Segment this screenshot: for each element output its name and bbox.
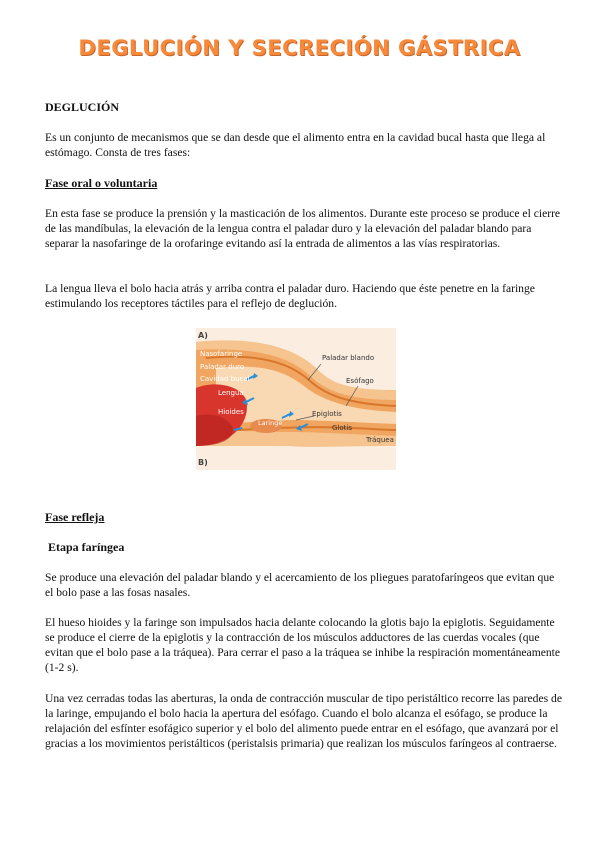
heading-fase-oral: Fase oral o voluntaria: [45, 176, 158, 190]
label-laringe: Laringe: [258, 419, 283, 427]
label-traquea: Tráquea: [366, 436, 394, 444]
label-epiglotis: Epiglotis: [312, 410, 342, 418]
fase-refleja-paragraph-1: Se produce una elevación del paladar blando y el acercamiento de los pliegues paratofaríngeos que evitan que el bolo pase a las fosas nasales.: [45, 571, 555, 599]
label-nasofaringe: Nasofaringe: [200, 350, 243, 358]
panel-b-label: B): [198, 458, 208, 467]
label-lengua: Lengua: [218, 389, 244, 397]
intro-paragraph: Es un conjunto de mecanismos que se dan desde que el alimento entra en la cavidad bucal hasta que llega al estómago. Consta de tres fases:: [45, 131, 546, 159]
section-heading-deglucion: DEGLUCIÓN: [45, 100, 120, 114]
fase-refleja-paragraph-3: Una vez cerradas todas las aberturas, la onda de contracción muscular de tipo peristáltico recorre las paredes de la laringe, empujando el bolo hacia la apertura del esófago. Cuando el bolo alcanza el esófago, se produce la relajación del esfínter esofágico superior y el bolo del alimento puede entrar en el esófago, que avanzará por el gracias a los movimientos peristálticos (peristalsis primaria) que realizan los músculos faríngeos al contraerse.: [45, 692, 562, 750]
label-hioides: Hioides: [218, 408, 244, 416]
subheading-etapa-faringea: Etapa faríngea: [48, 540, 125, 554]
label-glotis: Glotis: [332, 424, 352, 432]
page-title: DEGLUCIÓN Y SECRECIÓN GÁSTRICA: [78, 36, 521, 60]
label-cavidad-bucal: Cavidad bucal: [200, 375, 250, 383]
heading-fase-refleja: Fase refleja: [45, 510, 105, 524]
fase-oral-paragraph-2: La lengua lleva el bolo hacia atrás y arriba contra el paladar duro. Haciendo que éste penetre en la faringe estimulando los receptores táctiles para el reflejo de deglución.: [45, 282, 535, 310]
label-esofago: Esófago: [346, 377, 374, 385]
fase-refleja-paragraph-2: El hueso hioides y la faringe son impulsados hacia delante colocando la glotis bajo la epiglotis. Seguidamente se produce el cierre de la epiglotis y la contracción de los músculos adductores de las cuerdas vocales (que evitan que el bolo pase a la tráquea). Para cerrar el paso a la tráquea se inhibe la respiración momentáneamente (1-2 s).: [45, 616, 561, 674]
label-paladar-duro: Paladar duro: [200, 363, 245, 371]
label-paladar-blando: Paladar blando: [322, 354, 375, 362]
swallowing-anatomy-figure: [196, 328, 396, 470]
panel-a-label: A): [198, 331, 208, 340]
fase-oral-paragraph-1: En esta fase se produce la prensión y la masticación de los alimentos. Durante este proceso se produce el cierre de las mandíbulas, la elevación de la lengua contra el paladar duro y la elevación del paladar blando para separar la nasofaringe de la orofaringe evitando así la entrada de alimentos a las vías respiratorias.: [45, 207, 561, 250]
